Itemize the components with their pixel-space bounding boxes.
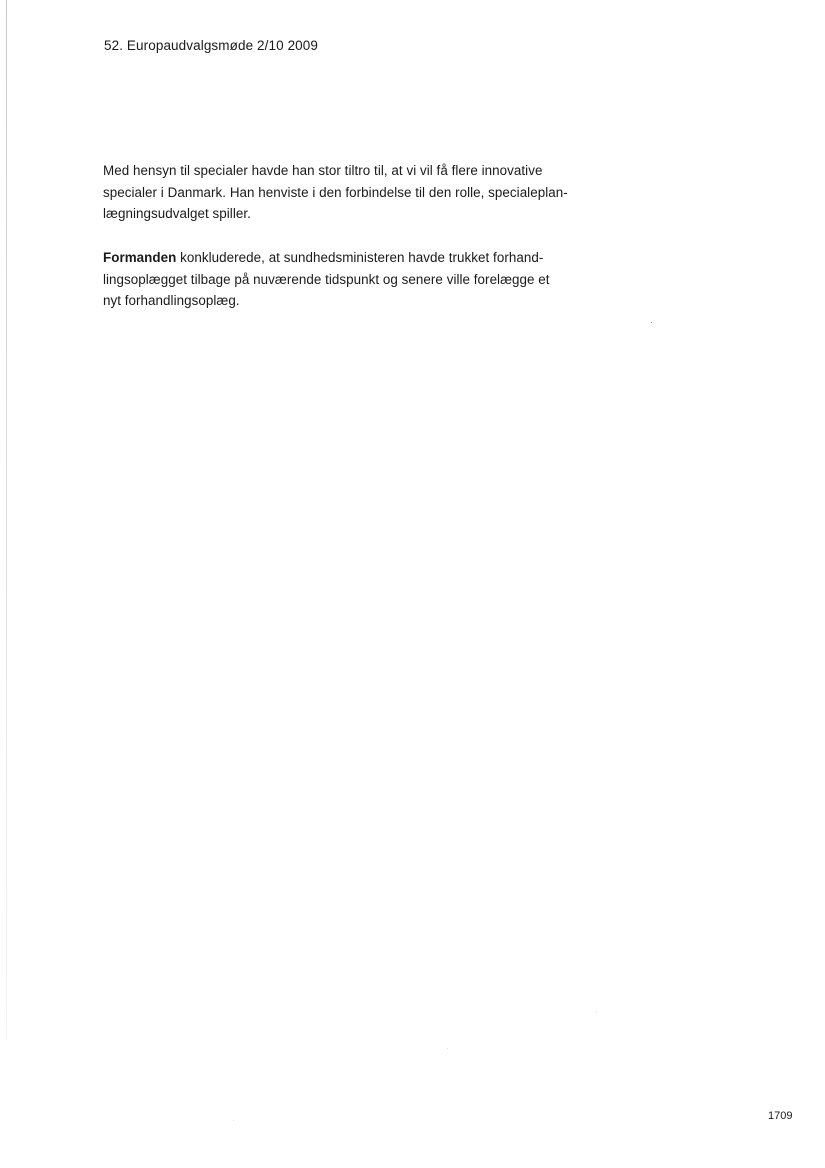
scan-speck bbox=[596, 1012, 597, 1013]
paragraph-formanden bbox=[103, 247, 603, 312]
paragraph-text: konkluderede, at sundhedsministeren havde trukket forhand- bbox=[176, 250, 544, 265]
paragraph-line: specialer i Danmark. Han henviste i den forbindelse til den rolle, specialeplan- bbox=[103, 184, 568, 200]
scan-speck bbox=[651, 322, 652, 323]
paragraph-line: lægningsudvalget spiller. bbox=[103, 206, 251, 221]
paragraph-line: nyt forhandlingsoplæg. bbox=[103, 293, 240, 308]
paragraph-line: Med hensyn til specialer havde han stor tiltro til, at vi vil få flere innovative bbox=[103, 163, 543, 178]
scan-speck bbox=[447, 1048, 448, 1049]
scan-speck bbox=[233, 1120, 234, 1121]
scan-edge bbox=[6, 0, 7, 1040]
page-number: 1709 bbox=[768, 1110, 793, 1122]
paragraph-specialer bbox=[103, 160, 603, 225]
page-header: 52. Europaudvalgsmøde 2/10 2009 bbox=[104, 38, 318, 53]
speaker-name: Formanden bbox=[103, 250, 177, 265]
paragraph-line bbox=[103, 247, 603, 269]
paragraph-line: lingsoplægget tilbage på nuværende tidspunkt og senere ville forelægge et bbox=[103, 271, 550, 287]
